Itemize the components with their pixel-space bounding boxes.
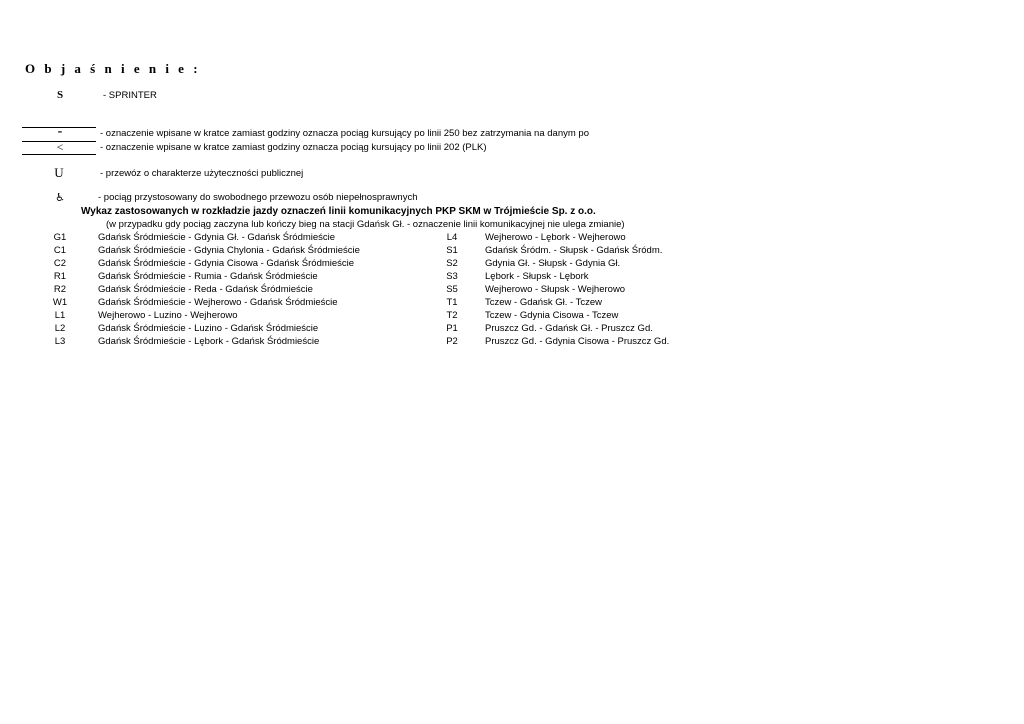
legend-symbol-sprinter: S bbox=[56, 89, 64, 101]
line-code: S5 bbox=[446, 284, 458, 295]
line-code: C1 bbox=[53, 245, 67, 256]
line-description: Lębork - Słupsk - Lębork bbox=[485, 271, 589, 282]
line-description: Gdańsk Śródmieście - Wejherowo - Gdańsk Śródmieście bbox=[98, 297, 338, 308]
line-description: Gdańsk Śródmieście - Lębork - Gdańsk Śródmieście bbox=[98, 336, 320, 347]
line-code: S1 bbox=[446, 245, 458, 256]
line-code: L3 bbox=[54, 336, 66, 347]
line-description: Wejherowo - Słupsk - Wejherowo bbox=[485, 284, 626, 295]
line-code: C2 bbox=[53, 258, 67, 269]
line-description: Gdańsk Śródmieście - Gdynia Chylonia - Gdańsk Śródmieście bbox=[98, 245, 360, 256]
line-code: W1 bbox=[52, 297, 68, 308]
line-description: Gdynia Gł. - Słupsk - Gdynia Gł. bbox=[485, 258, 621, 269]
line-code: P1 bbox=[446, 323, 458, 334]
legend-text-line-202: - oznaczenie wpisane w kratce zamiast godziny oznacza pociąg kursujący po linii 202 (PLK) bbox=[100, 142, 487, 153]
page-title: O b j a ś n i e n i e : bbox=[25, 61, 201, 76]
line-code: R2 bbox=[53, 284, 67, 295]
legend-divider-bottom bbox=[22, 154, 96, 155]
legend-symbol-public-service: U bbox=[54, 165, 64, 180]
line-code: S3 bbox=[446, 271, 458, 282]
line-description: Gdańsk Śródmieście - Luzino - Gdańsk Śródmieście bbox=[98, 323, 319, 334]
line-code: L4 bbox=[446, 232, 458, 243]
legend-text-public-service: - przewóz o charakterze użyteczności publicznej bbox=[100, 168, 304, 179]
line-description: Wejherowo - Luzino - Wejherowo bbox=[98, 310, 238, 321]
line-description: Gdańsk Śródmieście - Gdynia Gł. - Gdańsk Śródmieście bbox=[98, 232, 336, 243]
line-code: T1 bbox=[446, 297, 458, 308]
line-code: T2 bbox=[446, 310, 458, 321]
lines-header: Wykaz zastosowanych w rozkładzie jazdy oznaczeń linii komunikacyjnych PKP SKM w Trójmieście Sp. z o.o. bbox=[81, 206, 596, 217]
line-description: Gdańsk Śródmieście - Rumia - Gdańsk Śródmieście bbox=[98, 271, 318, 282]
legend-text-line-250: - oznaczenie wpisane w kratce zamiast godziny oznacza pociąg kursujący po linii 250 bez zatrzymania na danym po bbox=[100, 128, 589, 139]
line-description: Tczew - Gdańsk Gł. - Tczew bbox=[485, 297, 603, 308]
line-description: Gdańsk Śródmieście - Reda - Gdańsk Śródmieście bbox=[98, 284, 313, 295]
line-description: Gdańsk Śródmieście - Gdynia Cisowa - Gdańsk Śródmieście bbox=[98, 258, 355, 269]
line-code: L2 bbox=[54, 323, 66, 334]
line-code: S2 bbox=[446, 258, 458, 269]
legend-symbol-line-250: - bbox=[57, 124, 63, 139]
legend-text-sprinter: - SPRINTER bbox=[103, 90, 157, 101]
lines-note: (w przypadku gdy pociąg zaczyna lub kończy bieg na stacji Gdańsk Gł. - oznaczenie linii komunikacyjnej nie ulega zmianie) bbox=[106, 219, 625, 230]
wheelchair-icon: ♿ bbox=[55, 191, 65, 204]
line-description: Pruszcz Gd. - Gdańsk Gł. - Pruszcz Gd. bbox=[485, 323, 653, 334]
legend-symbol-line-202: < bbox=[56, 140, 64, 154]
line-description: Gdańsk Śródm. - Słupsk - Gdańsk Śródm. bbox=[485, 245, 663, 256]
legend-text-accessible: - pociąg przystosowany do swobodnego przewozu osób niepełnosprawnych bbox=[98, 192, 418, 203]
line-description: Tczew - Gdynia Cisowa - Tczew bbox=[485, 310, 619, 321]
line-code: G1 bbox=[53, 232, 67, 243]
line-code: R1 bbox=[53, 271, 67, 282]
line-description: Wejherowo - Lębork - Wejherowo bbox=[485, 232, 626, 243]
line-code: P2 bbox=[446, 336, 458, 347]
line-description: Pruszcz Gd. - Gdynia Cisowa - Pruszcz Gd. bbox=[485, 336, 670, 347]
line-code: L1 bbox=[54, 310, 66, 321]
